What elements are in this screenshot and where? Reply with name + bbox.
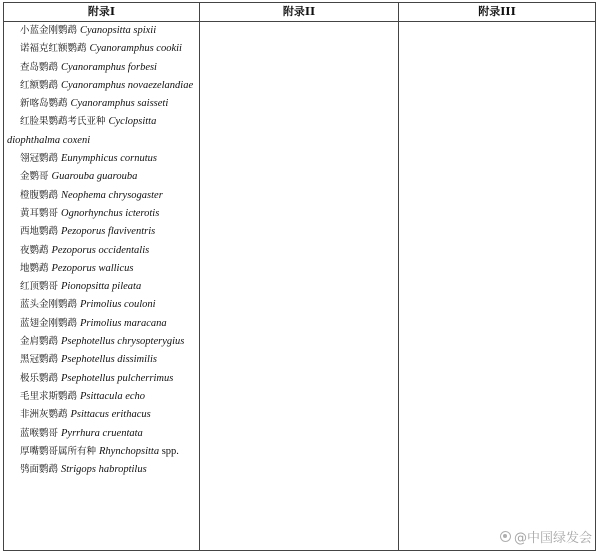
species-entry [4, 59, 199, 77]
species-scientific-name: Rhynchopsitta [99, 445, 160, 457]
species-scientific-name: Pyrrhura cruentata [61, 427, 143, 439]
species-chinese-name: 毛里求斯鹦鹉 [20, 390, 78, 402]
species-chinese-name: 西地鹦鹉 [20, 226, 59, 238]
species-scientific-name: Ognorhynchus icterotis [61, 207, 160, 219]
species-chinese-name: 非洲灰鹦鹉 [20, 409, 68, 421]
body-row [4, 22, 596, 551]
species-entry [4, 242, 199, 260]
species-scientific-name: Neophema chrysogaster [61, 189, 163, 201]
header-appendix-iii: 附录III [399, 3, 596, 22]
appendix-i-cell [4, 22, 200, 551]
species-scientific-name: Cyanopsitta spixii [80, 25, 157, 36]
species-chinese-name: 夜鹦鹉 [20, 244, 49, 256]
species-scientific-name: Primolius maracana [80, 317, 167, 329]
species-chinese-name: 黄耳鹦哥 [20, 207, 59, 219]
species-chinese-name: 诺福克红额鹦鹉 [20, 43, 87, 55]
species-entry [4, 461, 199, 479]
species-scientific-name: Pezoporus occidentalis [51, 244, 150, 256]
species-entry [4, 77, 199, 95]
species-scientific-name: Psephotellus chrysopterygius [61, 336, 185, 348]
species-chinese-name: 蓝喉鹦哥 [20, 427, 59, 439]
species-chinese-name: 查岛鹦鹉 [20, 61, 59, 73]
species-chinese-name: 蓝头金刚鹦鹉 [20, 299, 78, 311]
species-scientific-name: Psittacula echo [80, 390, 146, 402]
species-entry [4, 260, 199, 278]
species-chinese-name: 极乐鹦鹉 [20, 372, 59, 384]
species-entry [4, 223, 199, 241]
species-scientific-name: Pezoporus flaviventris [61, 226, 156, 238]
header-appendix-ii: 附录II [200, 3, 399, 22]
species-entry [4, 333, 199, 351]
species-scientific-name: Pezoporus wallicus [51, 262, 134, 274]
species-scientific-name: Cyanoramphus saisseti [70, 98, 169, 110]
species-scientific-name: Pionopsitta pileata [61, 281, 142, 293]
appendix-ii-cell [200, 22, 399, 551]
species-scientific-name: Psephotellus dissimilis [61, 354, 157, 366]
species-chinese-name: 新喀岛鹦鹉 [20, 98, 68, 110]
species-entry [4, 388, 199, 406]
species-chinese-name: 小蓝金刚鹦鹉 [20, 25, 78, 36]
header-row [4, 3, 596, 22]
species-scientific-name: Cyanoramphus forbesi [61, 61, 157, 73]
species-entry [4, 40, 199, 58]
circle-logo-icon [500, 531, 511, 542]
species-chinese-name: 蓝翅金刚鹦鹉 [20, 317, 78, 329]
species-scientific-name: Strigops habroptilus [61, 464, 147, 476]
species-entry [4, 168, 199, 186]
species-chinese-name: 金鹦哥 [20, 171, 49, 183]
species-chinese-name: 金肩鹦鹉 [20, 336, 59, 348]
species-chinese-name: 鸮面鹦鹉 [20, 464, 59, 476]
species-scientific-name: Cyclopsitta diophthalma coxeni [7, 116, 157, 146]
species-scientific-name: Primolius couloni [80, 299, 156, 311]
species-chinese-name: 黑冠鹦鹉 [20, 354, 59, 366]
appendix-i-list [4, 22, 199, 479]
species-entry [4, 150, 199, 168]
species-entry [4, 22, 199, 40]
species-scientific-name: Psittacus erithacus [70, 409, 151, 421]
species-entry [4, 351, 199, 369]
species-chinese-name: 红脸果鹦鹉考氏亚种 [20, 116, 106, 128]
species-chinese-name: 地鹦鹉 [20, 262, 49, 274]
species-suffix: spp. [159, 445, 179, 457]
species-scientific-name: Cyanoramphus cookii [89, 43, 182, 55]
species-scientific-name: Psephotellus pulcherrimus [61, 372, 174, 384]
species-chinese-name: 红顶鹦哥 [20, 281, 59, 293]
species-entry [4, 425, 199, 443]
species-entry [4, 296, 199, 314]
cites-appendix-table [3, 2, 596, 551]
watermark-text: @中国绿发会 [513, 531, 592, 546]
species-entry [4, 205, 199, 223]
species-chinese-name: 翎冠鹦鹉 [20, 153, 59, 165]
species-entry [4, 278, 199, 296]
species-chinese-name: 橙腹鹦鹉 [20, 189, 59, 201]
species-chinese-name: 红额鹦鹉 [20, 79, 59, 91]
header-appendix-i: 附录I [4, 3, 200, 22]
species-entry [4, 315, 199, 333]
species-entry [4, 406, 199, 424]
appendix-iii-cell [399, 22, 596, 551]
species-entry [4, 187, 199, 205]
species-scientific-name: Cyanoramphus novaezelandiae [61, 79, 194, 91]
species-entry [4, 95, 199, 113]
species-chinese-name: 厚嘴鹦哥属所有种 [20, 445, 97, 457]
species-entry [4, 443, 199, 461]
species-entry [4, 370, 199, 388]
species-scientific-name: Eunymphicus cornutus [61, 153, 157, 165]
species-entry [4, 113, 199, 150]
watermark [500, 527, 592, 546]
species-scientific-name: Guarouba guarouba [51, 171, 138, 183]
